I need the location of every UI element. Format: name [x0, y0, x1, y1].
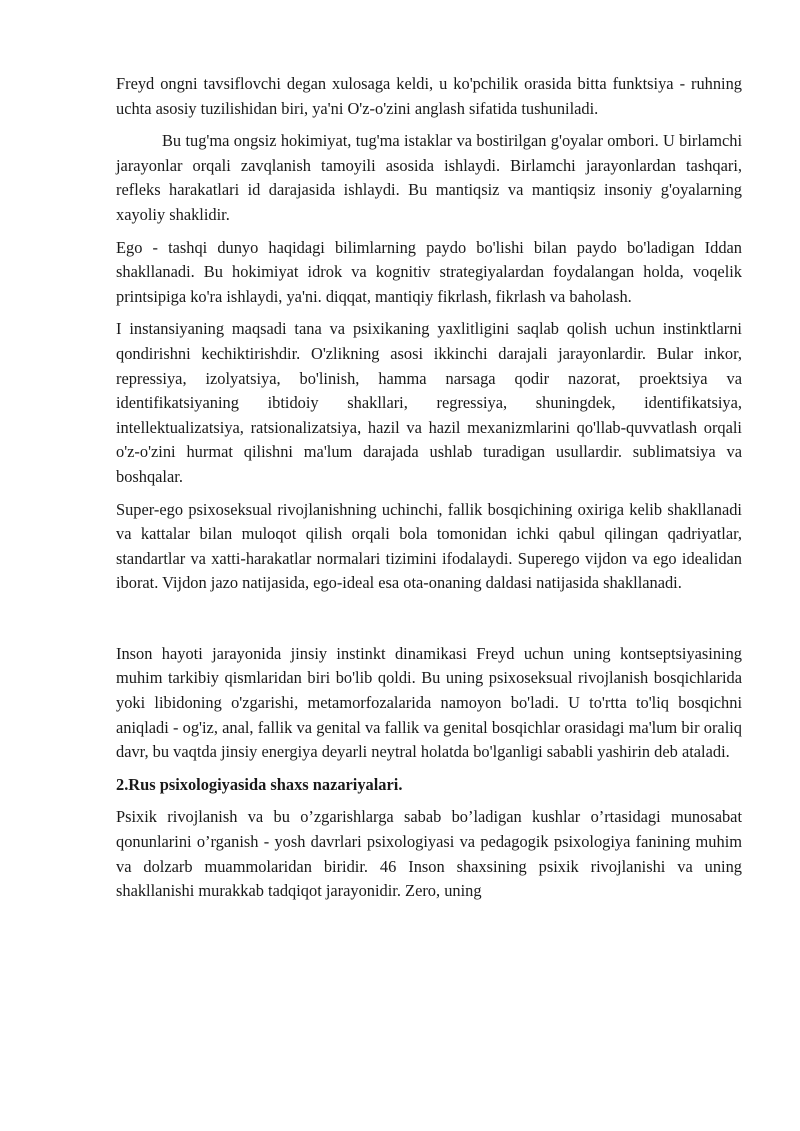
paragraph-sexual-instinct: Inson hayoti jarayonida jinsiy instinkt dinamikasi Freyd uchun uning kontseptsiyasining muhim tarkibiy qismlaridan biri bo'lib qoldi. Bu uning psixoseksual rivojlanish bosqichlarida yoki libidoning o'zgarishi, metamorfozalarida namoyon bo'ladi. U to'rtta to'liq bosqichni aniqladi - og'iz, anal, fallik va genital va fallik va genital bosqichlar orasidagi ma'lum bir oraliq davr, bu vaqtda jinsiy energiya deyarli neytral holatda bo'lganligi sababli yashirin deb ataladi.: [116, 643, 742, 762]
paragraph-id: Bu tug'ma ongsiz hokimiyat, tug'ma istaklar va bostirilgan g'oyalar ombori. U birlamchi jarayonlar orqali zavqlanish tamoyili asosida ishlaydi. Birlamchi jarayonlardan tashqari, refleks harakatlari id darajasida ishlaydi. Bu mantiqsiz va mantiqsiz insoniy g'oyalarning xayoliy shaklidir.: [116, 131, 742, 224]
document-page: [116, 72, 742, 912]
paragraph-i-instance: I instansiyaning maqsadi tana va psixikaning yaxlitligini saqlab qolish uchun instinktlarni qondirishni kechiktirishdir. O'zlikning asosi ikkinchi darajali jarayonlardir. Bular inkor, repressiya, izolyatsiya, bo'linish, hamma narsaga qodir nazorat, proektsiya va identifikatsiyaning ibtidoiy shakllari, regressiya, shuningdek, identifikatsiya, intellektualizatsiya, ratsionalizatsiya, hazil va hazil mexanizmlarini qo'llab-quvvatlash orqali o'z-o'zini hurmat qilishni ma'lum darajada ushlab turadigan usullardir. sublimatsiya va boshqalar.: [116, 319, 742, 486]
paragraph-super-ego: Super-ego psixoseksual rivojlanishning uchinchi, fallik bosqichining oxiriga kelib shakllanadi va kattalar bilan muloqot qilish orqali bola tomonidan ichki qabul qilingan qadriyatlar, standartlar va xatti-harakatlar normalari tizimini ifodalaydi. Superego vijdon va ego idealidan iborat. Vijdon jazo natijasida, ego-ideal esa ota-onaning daldasi natijasida shakllanadi.: [116, 499, 742, 593]
paragraph-ego-consciousness: Freyd ongni tavsiflovchi degan xulosaga keldi, u ko'pchilik orasida bitta funktsiya - ruhning uchta asosiy tuzilishidan biri, ya'ni O'z-o'zini anglash sifatida tushuniladi.: [116, 74, 742, 118]
paragraph-ego: Ego - tashqi dunyo haqidagi bilimlarning paydo bo'lishi bilan paydo bo'ladigan Iddan shakllanadi. Bu hokimiyat idrok va kognitiv strategiyalardan foydalangan holda, voqelik printsipiga ko'ra ishlaydi, ya'ni. diqqat, mantiqiy fikrlash, fikrlash va baholash.: [116, 237, 742, 306]
paragraph-psychic-development: Psixik rivojlanish va bu o’zgarishlarga sabab bo’ladigan kushlar o’rtasidagi munosabat qonunlarini o’rganish - yosh davrlari psixologiyasi va pedagogik psixologiya fanining muhim va dolzarb muammolaridan biridir. 46 Inson shaxsining psixik rivojlanishi va uning shakllanishi murakkab tadqiqot jarayonidir. Zero, uning: [116, 807, 742, 901]
section-heading: 2.Rus psixologiyasida shaxs nazariyalari.: [116, 774, 403, 794]
